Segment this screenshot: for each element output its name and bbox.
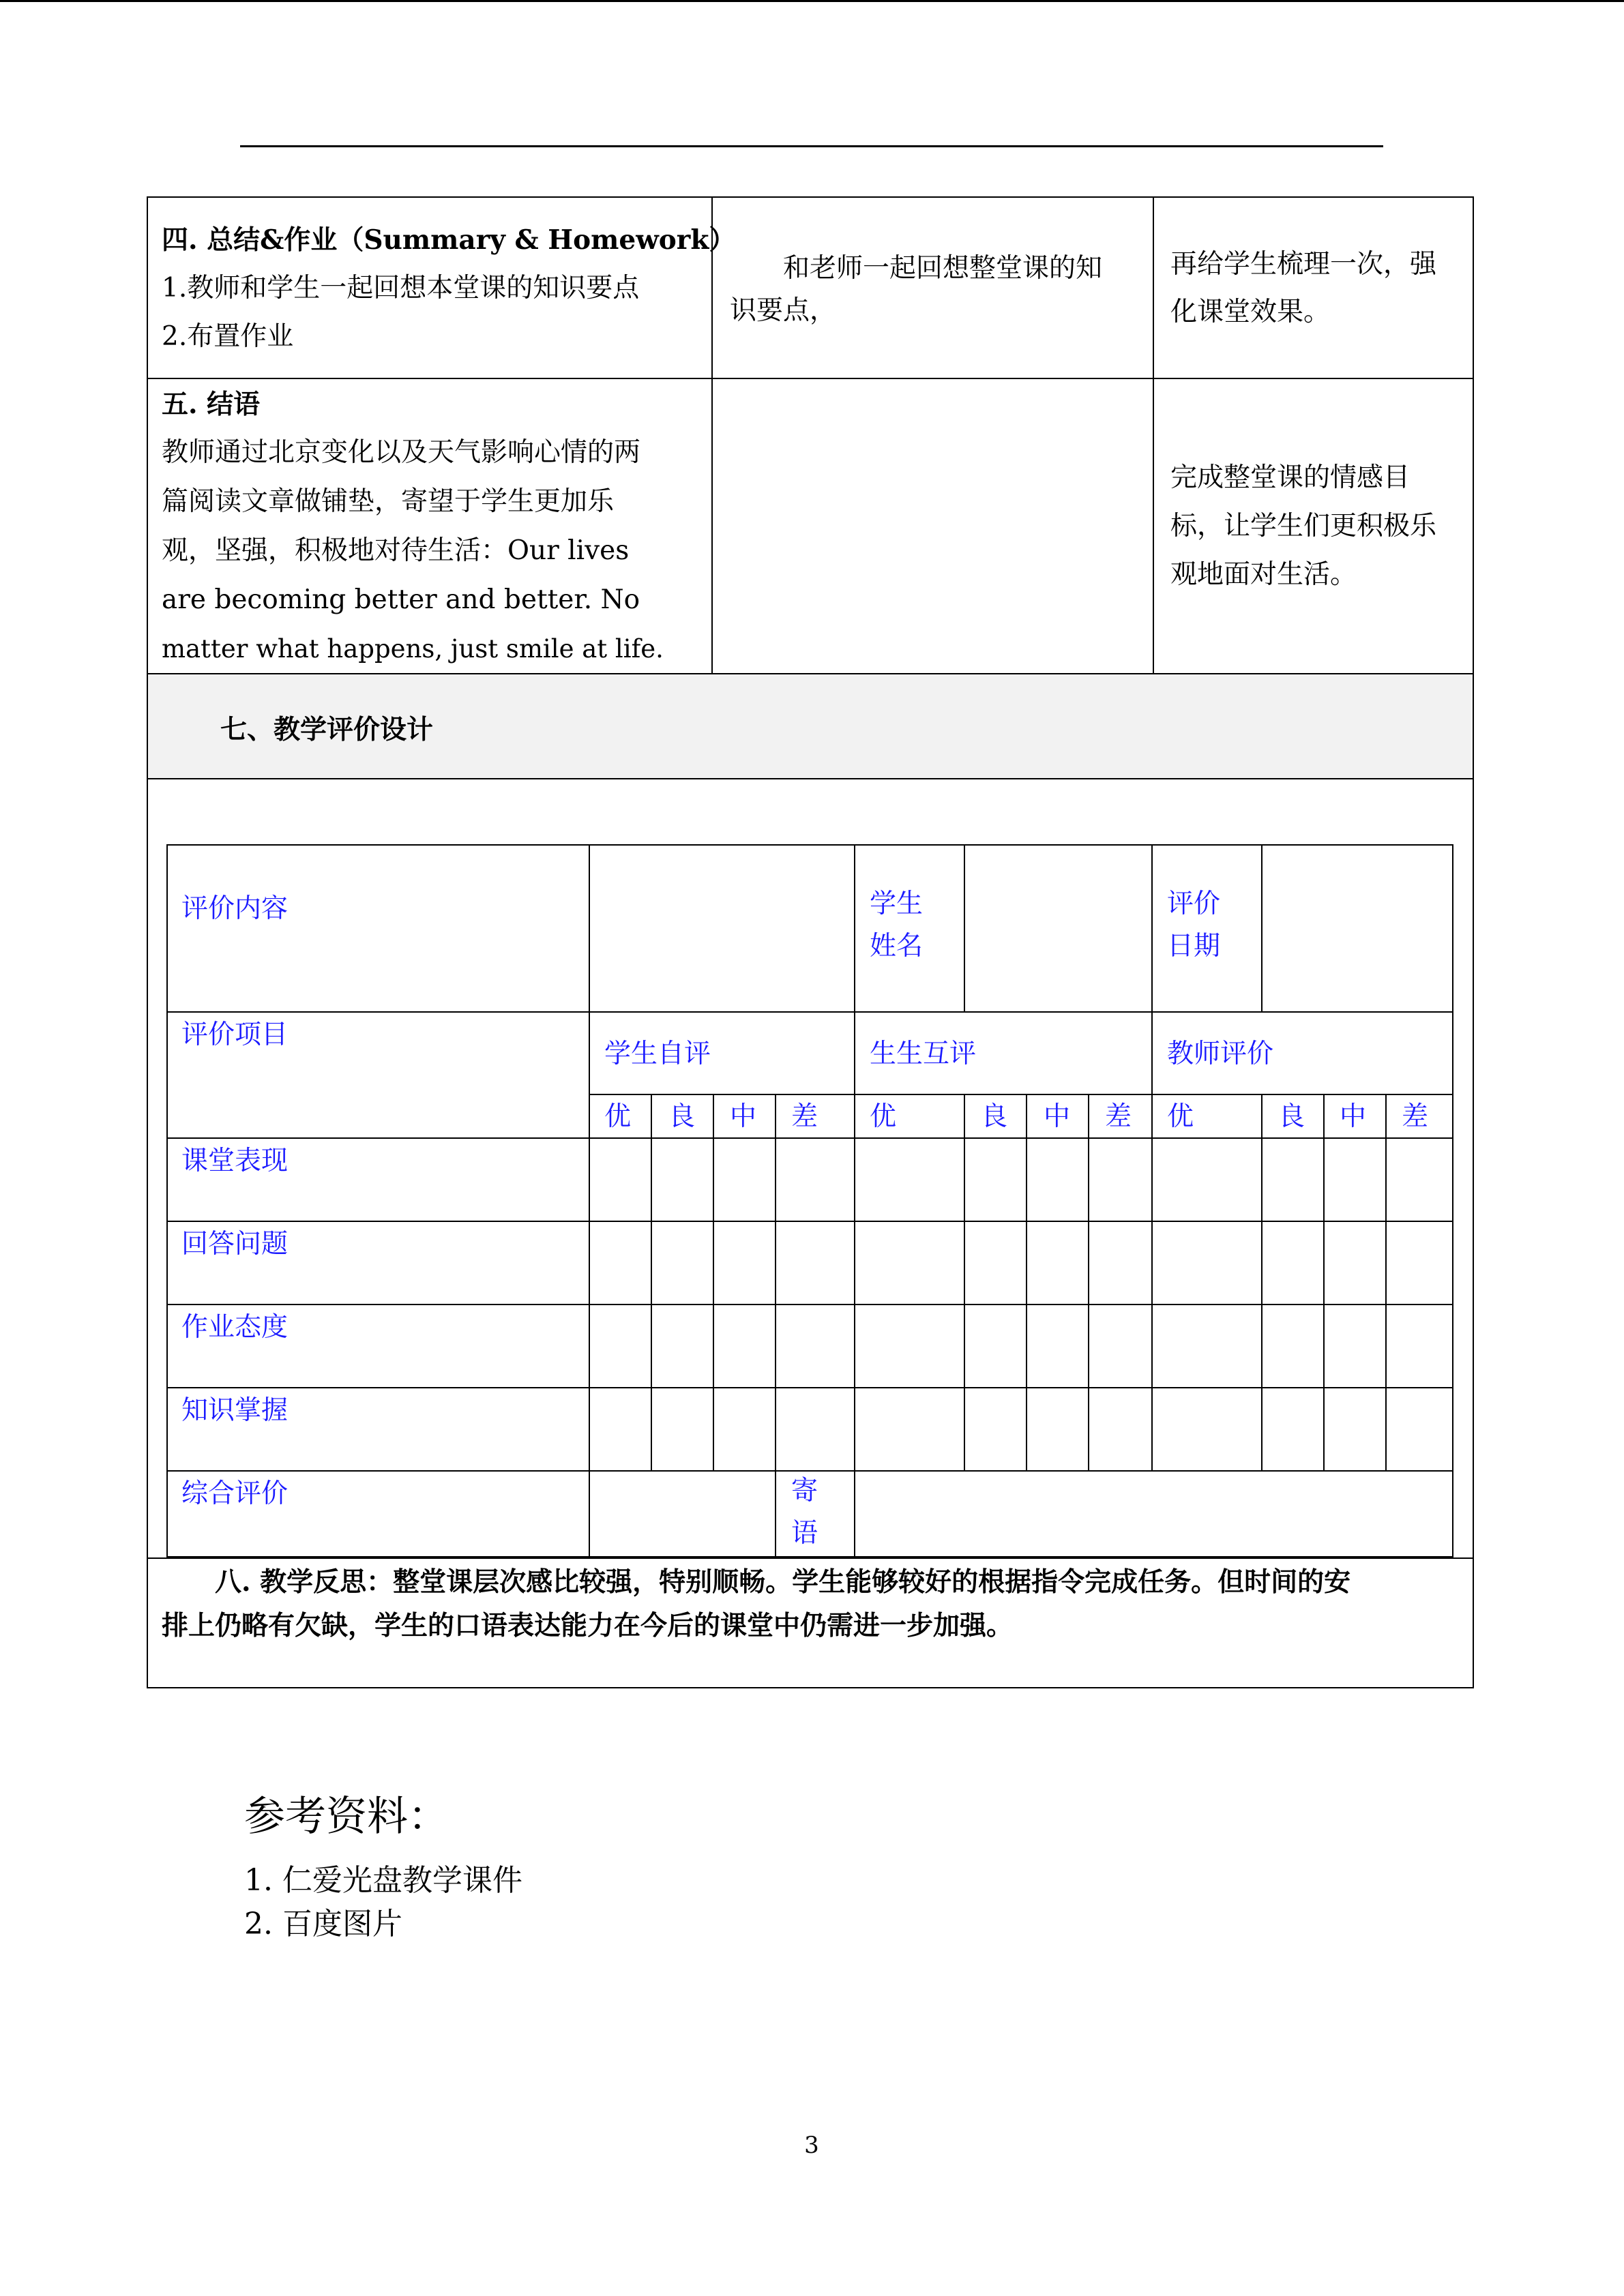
page-edge — [0, 0, 1624, 2]
grade-label: 中 — [1044, 1101, 1071, 1132]
summary-purpose-line-1: 再给学生梳理一次，强 — [1170, 249, 1437, 280]
references-title: 参考资料： — [244, 1793, 449, 1840]
message-label-2: 语 — [791, 1518, 818, 1549]
evaluation-row-label: 回答问题 — [181, 1229, 289, 1259]
grade-label: 良 — [1278, 1101, 1305, 1132]
grade-label: 差 — [1105, 1101, 1132, 1132]
grade-label: 差 — [791, 1101, 818, 1132]
summary-student-activity-line-1: 和老师一起回想整堂课的知 — [730, 253, 1103, 284]
group-peer-evaluation: 生生互评 — [870, 1039, 977, 1069]
grade-label: 差 — [1402, 1101, 1429, 1132]
grade-label: 中 — [730, 1101, 757, 1132]
summary-title: 四. 总结&作业（Summary & Homework） — [162, 224, 736, 256]
group-teacher-evaluation: 教师评价 — [1167, 1039, 1274, 1069]
grade-label: 良 — [981, 1101, 1008, 1132]
date-label-1: 评价 — [1167, 889, 1221, 919]
closing-purpose-line-3: 观地面对生活。 — [1170, 559, 1357, 590]
evaluation-content-label: 评价内容 — [181, 893, 289, 924]
date-label-2: 日期 — [1167, 931, 1221, 961]
evaluation-row-label: 作业态度 — [181, 1312, 289, 1343]
closing-title: 五. 结语 — [162, 389, 261, 420]
evaluation-row-label: 知识掌握 — [181, 1395, 289, 1426]
reference-item: 1. 仁爱光盘教学课件 — [244, 1863, 522, 1898]
grade-label: 优 — [870, 1101, 897, 1132]
closing-content-line-2: 篇阅读文章做铺垫，寄望于学生更加乐 — [162, 486, 615, 517]
student-name-label-2: 姓名 — [870, 931, 924, 961]
group-self-evaluation: 学生自评 — [604, 1039, 711, 1069]
summary-step-1: 1.教师和学生一起回想本堂课的知识要点 — [162, 273, 640, 303]
page-number: 3 — [804, 2132, 819, 2159]
summary-purpose-line-2: 化课堂效果。 — [1170, 297, 1331, 327]
grade-label: 中 — [1340, 1101, 1367, 1132]
grade-label: 良 — [668, 1101, 696, 1132]
closing-purpose-line-2: 标，让学生们更积极乐 — [1170, 511, 1437, 541]
closing-purpose-line-1: 完成整堂课的情感目 — [1170, 462, 1411, 493]
evaluation-row-label: 课堂表现 — [181, 1146, 289, 1176]
closing-content-line-5: matter what happens, just smile at life. — [162, 634, 664, 664]
closing-content-line-3: 观，坚强，积极地对待生活：Our lives — [162, 535, 630, 566]
grade-label: 优 — [604, 1101, 632, 1132]
overall-evaluation-label: 综合评价 — [181, 1478, 289, 1509]
grade-label: 优 — [1167, 1101, 1194, 1132]
student-name-label-1: 学生 — [870, 889, 924, 919]
reference-item: 2. 百度图片 — [244, 1907, 402, 1941]
closing-content-line-4: are becoming better and better. No — [162, 584, 640, 615]
summary-step-2: 2.布置作业 — [162, 321, 294, 352]
reflection-line-1: 八. 教学反思：整堂课层次感比较强，特别顺畅。学生能够较好的根据指令完成任务。但时间的安 — [162, 1566, 1351, 1598]
evaluation-heading: 七、教学评价设计 — [220, 714, 434, 745]
summary-student-activity-line-2: 识要点， — [730, 295, 837, 326]
reflection-line-2: 排上仍略有欠缺，学生的口语表达能力在今后的课堂中仍需进一步加强。 — [162, 1610, 1014, 1641]
closing-content-line-1: 教师通过北京变化以及天气影响心情的两 — [162, 437, 641, 468]
evaluation-item-label: 评价项目 — [181, 1019, 289, 1050]
header-rule — [240, 145, 1383, 147]
message-label-1: 寄 — [791, 1476, 818, 1506]
